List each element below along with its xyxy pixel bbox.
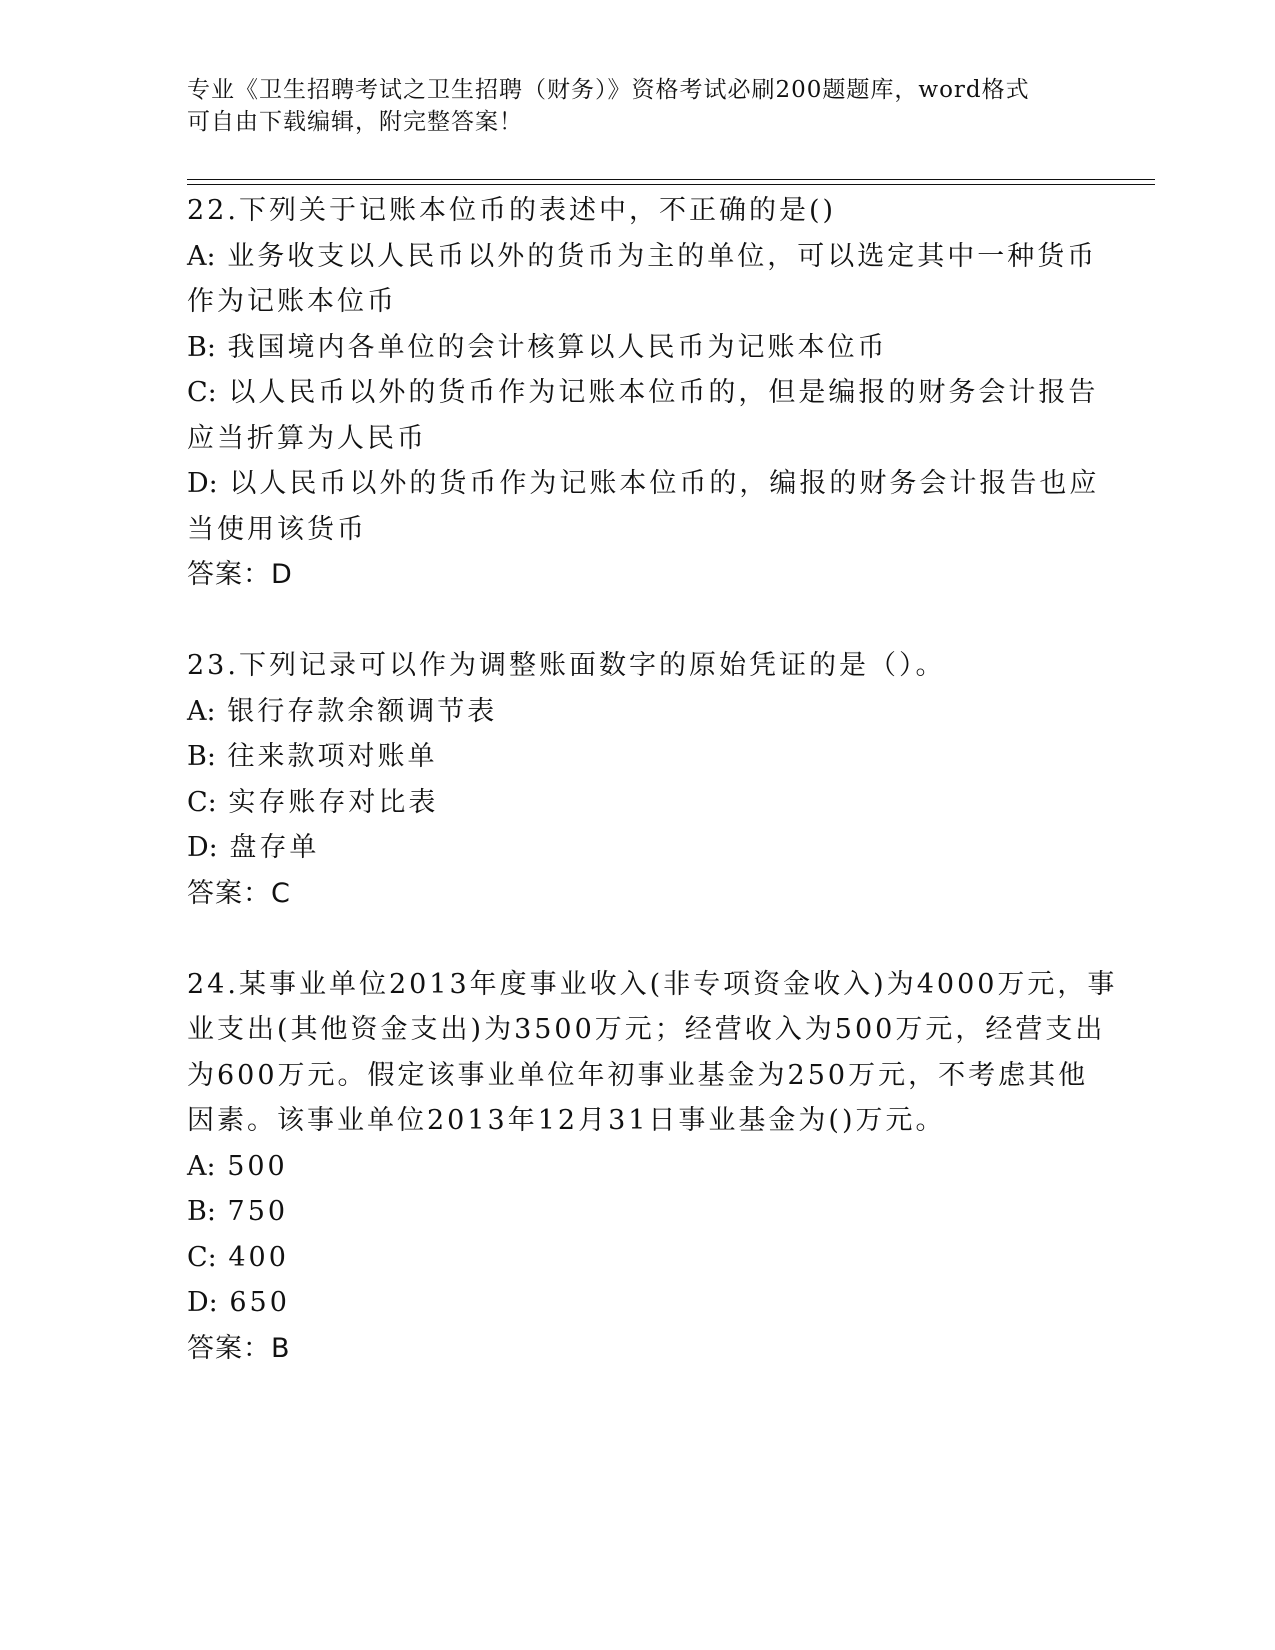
question-stem-line: 为600万元。假定该事业单位年初事业基金为250万元，不考虑其他	[187, 1059, 1089, 1091]
header-line-1: 专业《卫生招聘考试之卫生招聘（财务）》资格考试必刷200题题库，word格式	[187, 77, 1030, 103]
header-divider-bottom	[187, 184, 1155, 185]
option-letter: B:	[187, 1196, 216, 1227]
option-text: 750	[227, 1196, 289, 1227]
option-text: 业务收支以人民币以外的货币为主的单位，可以选定其中一种货币	[227, 240, 1098, 272]
answer-line: 答案：D	[187, 559, 293, 590]
header-divider-top	[187, 179, 1155, 180]
question-block	[187, 962, 1118, 1372]
option-letter: A:	[187, 695, 216, 727]
option-text: 我国境内各单位的会计核算以人民币为记账本位币	[227, 331, 888, 363]
option-line	[187, 416, 1087, 462]
option-text: 400	[228, 1241, 289, 1273]
question-stem-line: 因素。该事业单位2013年12月31日事业基金为()万元。	[187, 1105, 946, 1136]
question-block	[187, 188, 1100, 598]
option-text: 盘存单	[229, 832, 320, 863]
question-stem-line: 业支出(其他资金支出)为3500万元；经营收入为500万元，经营支出	[187, 1014, 1106, 1045]
question-spacer	[187, 916, 1087, 962]
option-letter: C:	[187, 377, 217, 408]
option-text: 应当折算为人民币	[187, 422, 427, 454]
option-letter: B:	[187, 741, 216, 772]
option-letter: C:	[187, 786, 217, 818]
option-line	[187, 1189, 1087, 1235]
option-line	[187, 689, 1087, 735]
option-text: 以人民币以外的货币作为记账本位币的，但是编报的财务会计报告	[228, 377, 1099, 408]
option-line	[187, 825, 1087, 871]
question-list	[187, 188, 1118, 1371]
question-spacer	[187, 598, 1087, 644]
option-line	[187, 734, 1087, 780]
option-letter: D:	[187, 832, 218, 863]
option-line	[187, 370, 1099, 416]
question-stem-line: 24.某事业单位2013年度事业收入(非专项资金收入)为4000万元，事	[187, 968, 1118, 1000]
option-letter: C:	[187, 1241, 217, 1273]
option-line	[187, 1280, 1087, 1326]
option-text: 以人民币以外的货币作为记账本位币的，编报的财务会计报告也应	[229, 468, 1100, 499]
option-line	[187, 279, 1087, 325]
answer-line: 答案：C	[187, 877, 291, 909]
option-letter: D:	[187, 468, 218, 499]
option-line	[187, 325, 1087, 371]
option-text: 当使用该货币	[187, 513, 367, 545]
option-letter: A:	[187, 1150, 216, 1182]
answer-line: 答案：B	[187, 1332, 291, 1364]
question-stem-line: 22.下列关于记账本位币的表述中，不正确的是()	[187, 195, 837, 226]
option-letter: A:	[187, 240, 216, 272]
option-letter: D:	[187, 1287, 218, 1318]
option-line	[187, 461, 1100, 507]
option-line	[187, 507, 1087, 553]
option-text: 银行存款余额调节表	[227, 695, 498, 727]
option-text: 500	[227, 1150, 288, 1182]
question-stem-line: 23.下列记录可以作为调整账面数字的原始凭证的是（）。	[187, 650, 946, 681]
document-header	[187, 74, 1087, 138]
option-line	[187, 234, 1098, 280]
option-line	[187, 1144, 1087, 1190]
option-text: 实存账存对比表	[228, 786, 439, 818]
header-line-2: 可自由下载编辑，附完整答案！	[187, 109, 523, 135]
question-block	[187, 643, 1087, 916]
option-text: 650	[229, 1287, 290, 1318]
option-letter: B:	[187, 331, 216, 363]
option-line	[187, 1235, 1087, 1281]
option-text: 作为记账本位币	[187, 286, 397, 317]
option-line	[187, 780, 1087, 826]
option-text: 往来款项对账单	[227, 741, 438, 772]
